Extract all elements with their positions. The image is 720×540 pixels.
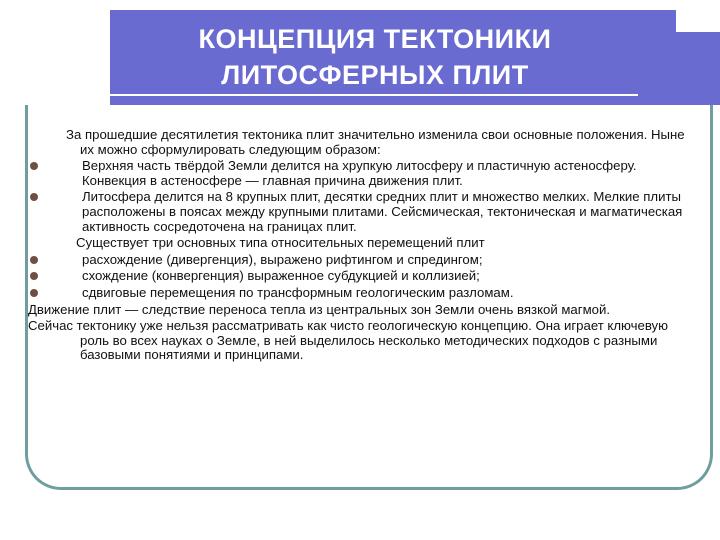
slide-title-line-2: ЛИТОСФЕРНЫХ ПЛИТ	[221, 60, 529, 90]
paragraph-modern: Сейчас тектонику уже нельзя рассматривать как чисто геологическую концепцию. Она играет ключевую роль во всех науках о Земле, в ней выделилось несколько методических подходов с разными базовыми понятиями и принципами.	[28, 318, 669, 363]
bullet-dot-icon	[30, 193, 38, 201]
bullet-dot-icon	[30, 289, 38, 297]
title-banner	[110, 10, 720, 105]
slide-title-line-1: КОНЦЕПЦИЯ ТЕКТОНИКИ	[198, 24, 552, 54]
bullet-text: сдвиговые перемещения по трансформным геологическим разломам.	[82, 284, 514, 300]
bullet-item	[28, 190, 698, 234]
paragraph-intro: За прошедшие десятилетия тектоника плит значительно изменила свои основные положения. Ныне их можно сформулировать следующим образом:	[66, 127, 685, 157]
bullet-text: Литосфера делится на 8 крупных плит, десятки средних плит и множество мелких. Мелкие плиты расположены в поясах между крупными плитами. Сейсмическая, тектоническая и магматическая активность сосредоточена на границах плит.	[82, 189, 683, 234]
bullet-item	[28, 286, 698, 301]
bullet-dot-icon	[30, 162, 38, 170]
bullet-text: схождение (конвергенция) выраженное субдукцией и коллизией;	[82, 268, 480, 284]
paragraph-motion: Движение плит — следствие переноса тепла из центральных зон Земли очень вязкой магмой.	[28, 301, 611, 317]
slide-body	[28, 128, 698, 365]
bullet-text: расхождение (дивергенция), выражено рифтингом и спредингом;	[82, 251, 483, 267]
bullet-text: Верхняя часть твёрдой Земли делится на хрупкую литосферу и пластичную астеносферу. Конвекция в астеносфере — главная причина движения плит.	[82, 158, 637, 188]
bullet-item	[28, 159, 698, 188]
title-banner-notch	[676, 10, 720, 32]
bullet-item	[28, 253, 698, 268]
bullet-item	[28, 269, 698, 284]
bullet-dot-icon	[30, 256, 38, 264]
title-underline	[110, 94, 638, 96]
bullet-dot-icon	[30, 272, 38, 280]
paragraph-types: Существует три основных типа относительных перемещений плит	[76, 235, 485, 251]
